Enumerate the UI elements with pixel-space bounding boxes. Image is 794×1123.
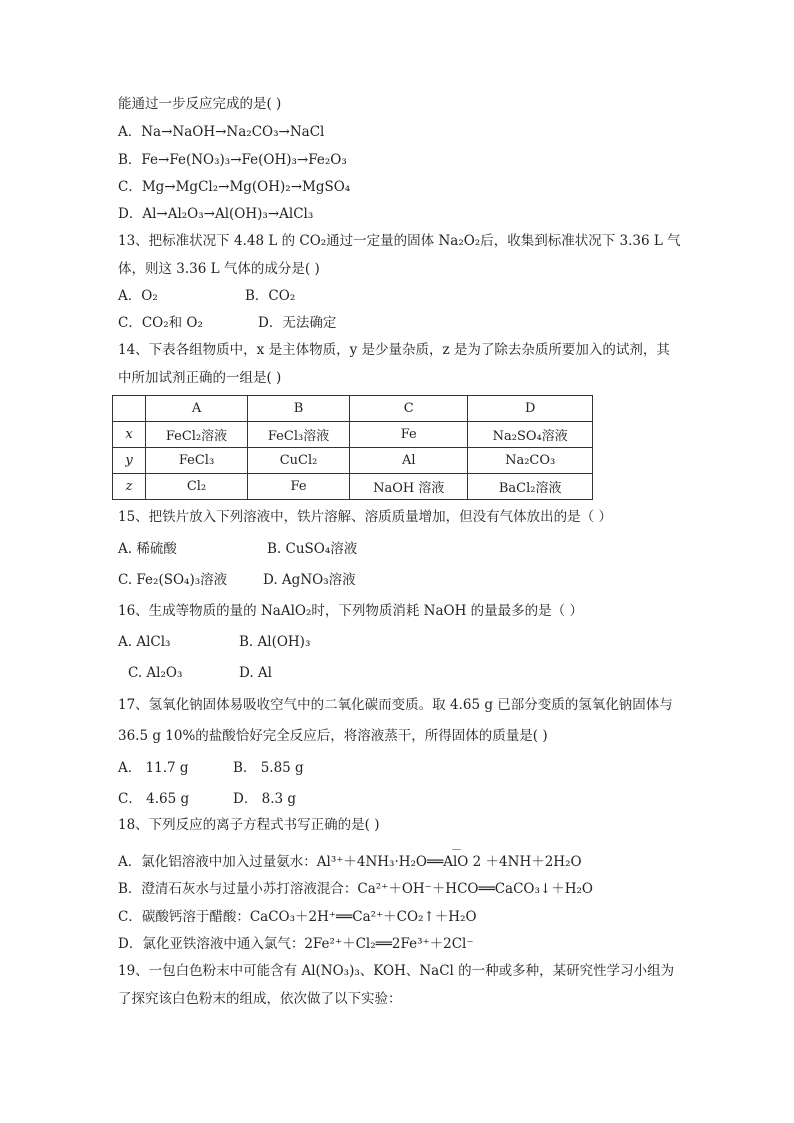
q16-option-b: B. Al(OH)₃	[239, 634, 311, 650]
table-cell: Na₂SO₄溶液	[468, 422, 593, 448]
q13-stem-line2: 体，则这 3.36 L 气体的成分是( )	[118, 261, 320, 277]
q16-option-a: A. AlCl₃	[118, 634, 171, 650]
q17-option-c: C． 4.65 g	[118, 791, 190, 807]
table-row-label: y	[113, 448, 146, 474]
table-cell: BaCl₂溶液	[468, 474, 593, 500]
q14-stem-line1: 14、下表各组物质中，x 是主体物质，y 是少量杂质，z 是为了除去杂质所要加入的试剂，其	[118, 342, 670, 358]
table-row-label: x	[113, 422, 146, 448]
q17-option-a: A． 11.7 g	[118, 760, 189, 776]
q18-option-b: B．澄清石灰水与过量小苏打溶液混合：Ca²⁺＋OH⁻＋HCO══CaCO₃↓＋H₂O	[118, 881, 593, 897]
q19-stem-line2: 了探究该白色粉末的组成，依次做了以下实验：	[118, 991, 402, 1007]
q12-option-a: A．Na→NaOH→Na₂CO₃→NaCl	[118, 124, 325, 140]
q15-stem: 15、把铁片放入下列溶液中，铁片溶解、溶质质量增加，但没有气体放出的是（ ）	[118, 509, 612, 525]
table-row-label: z	[113, 474, 146, 500]
table-cell: Na₂CO₃	[468, 448, 593, 474]
table-header-d: D	[468, 396, 593, 422]
table-row	[113, 448, 593, 474]
q13-option-c: C．CO₂和 O₂	[118, 315, 203, 331]
q18-option-a: A．氯化铝溶液中加入过量氨水：Al³⁺＋4NH₃·H₂O══AlO 2 ＋4NH＋2H₂O	[118, 854, 582, 870]
table-row	[113, 474, 593, 500]
q15-option-c: C. Fe₂(SO₄)₃溶液	[118, 572, 228, 588]
q19-stem-line1: 19、一包白色粉末中可能含有 Al(NO₃)₃、KOH、NaCl 的一种或多种，某研究性学习小组为	[118, 963, 675, 979]
q18-option-c: C．碳酸钙溶于醋酸：CaCO₃＋2H⁺══Ca²⁺＋CO₂↑＋H₂O	[118, 909, 477, 925]
table-header-b: B	[248, 396, 350, 422]
table-corner-cell	[113, 396, 146, 422]
q15-option-a: A. 稀硫酸	[118, 541, 177, 557]
q14-table	[112, 395, 593, 500]
q18-stem: 18、下列反应的离子方程式书写正确的是( )	[118, 817, 380, 833]
q16-option-c: C. Al₂O₃	[128, 665, 183, 681]
q12-option-c: C．Mg→MgCl₂→Mg(OH)₂→MgSO₄	[118, 179, 351, 195]
table-cell: Fe	[350, 422, 468, 448]
table-header-a: A	[146, 396, 248, 422]
q16-stem: 16、生成等物质的量的 NaAlO₂时，下列物质消耗 NaOH 的量最多的是（ ）	[118, 603, 583, 619]
q17-option-b: B． 5.85 g	[233, 760, 304, 776]
table-cell: FeCl₃	[146, 448, 248, 474]
q15-option-b: B. CuSO₄溶液	[267, 541, 358, 557]
table-cell: Fe	[248, 474, 350, 500]
q12-option-b: B．Fe→Fe(NO₃)₃→Fe(OH)₃→Fe₂O₃	[118, 152, 347, 168]
q12-stem: 能通过一步反应完成的是( )	[118, 96, 282, 112]
q13-option-b: B．CO₂	[245, 288, 296, 304]
q13-option-d: D．无法确定	[258, 315, 337, 331]
q12-option-d: D．Al→Al₂O₃→Al(OH)₃→AlCl₃	[118, 206, 314, 222]
q13-stem-line1: 13、把标准状况下 4.48 L 的 CO₂通过一定量的固体 Na₂O₂后，收集到标准状况下 3.36 L 气	[118, 233, 681, 249]
table-header-c: C	[350, 396, 468, 422]
q18-option-d: D．氯化亚铁溶液中通入氯气：2Fe²⁺＋Cl₂══2Fe³⁺＋2Cl⁻	[118, 936, 474, 952]
q13-option-a: A．O₂	[118, 288, 158, 304]
table-cell: CuCl₂	[248, 448, 350, 474]
table-cell: NaOH 溶液	[350, 474, 468, 500]
q17-stem-line2: 36.5 g 10%的盐酸恰好完全反应后，将溶液蒸干，所得固体的质量是( )	[118, 728, 548, 744]
table-row	[113, 422, 593, 448]
table-cell: FeCl₃溶液	[248, 422, 350, 448]
q15-option-d: D. AgNO₃溶液	[263, 572, 356, 588]
q17-option-d: D． 8.3 g	[233, 791, 297, 807]
table-header-row	[113, 396, 593, 422]
q17-stem-line1: 17、氢氧化钠固体易吸收空气中的二氧化碳而变质。取 4.65 g 已部分变质的氢氧化钠固体与	[118, 697, 673, 713]
q18-option-a-overbar: －	[451, 843, 462, 856]
table-cell: Al	[350, 448, 468, 474]
table-cell: FeCl₂溶液	[146, 422, 248, 448]
table-cell: Cl₂	[146, 474, 248, 500]
q14-stem-line2: 中所加试剂正确的一组是( )	[118, 370, 282, 386]
q16-option-d: D. Al	[239, 665, 272, 681]
